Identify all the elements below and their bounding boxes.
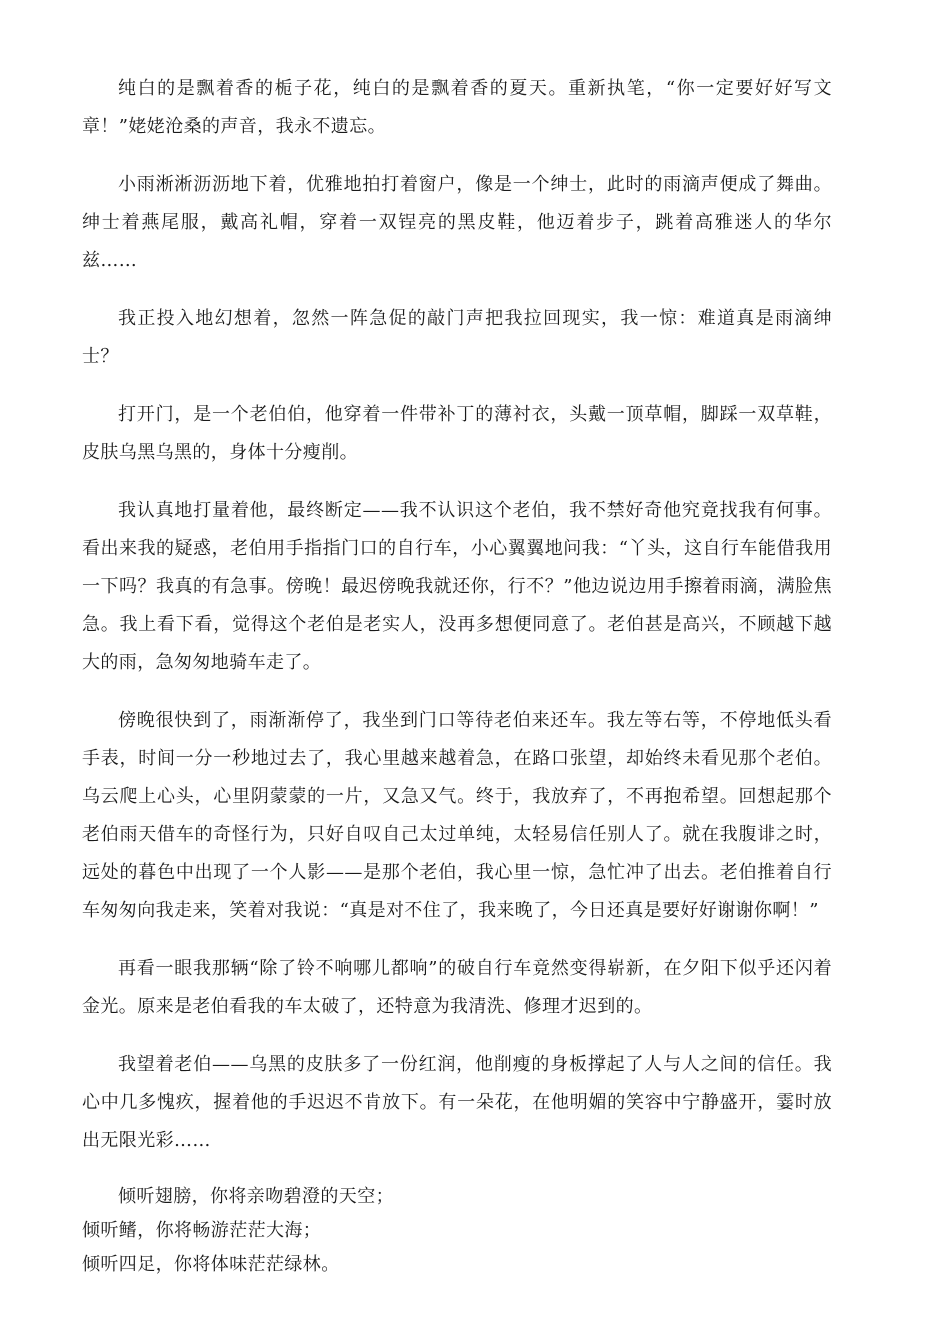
verse-line-1: 倾听翅膀，你将亲吻碧澄的天空；: [118, 1186, 394, 1207]
verse-line-3: 倾听四足，你将体味茫茫绿林。: [82, 1254, 340, 1275]
paragraph-2: 小雨淅淅沥沥地下着，优雅地拍打着窗户，像是一个绅士，此时的雨滴声便成了舞曲。绅士着燕尾服，戴高礼帽，穿着一双锃亮的黑皮鞋，他迈着步子，跳着高雅迷人的华尔兹……: [82, 174, 832, 271]
verse-block: [82, 1180, 832, 1282]
paragraph-4: 打开门，是一个老伯伯，他穿着一件带补丁的薄衬衣，头戴一顶草帽，脚踩一双草鞋，皮肤乌黑乌黑的，身体十分瘦削。: [82, 404, 832, 463]
paragraph-3: 我正投入地幻想着，忽然一阵急促的敲门声把我拉回现实，我一惊：难道真是雨滴绅士？: [82, 308, 832, 367]
verse-line-2: 倾听鳍，你将畅游茫茫大海；: [82, 1220, 322, 1241]
paragraph-8: 我望着老伯——乌黑的皮肤多了一份红润，他削瘦的身板撑起了人与人之间的信任。我心中几多愧疚，握着他的手迟迟不肯放下。有一朵花，在他明媚的笑容中宁静盛开，霎时放出无限光彩……: [82, 1054, 832, 1151]
paragraph-6: 傍晚很快到了，雨渐渐停了，我坐到门口等待老伯来还车。我左等右等，不停地低头看手表，时间一分一秒地过去了，我心里越来越着急，在路口张望，却始终未看见那个老伯。乌云爬上心头，心里阴蒙蒙的一片，又急又气。终于，我放弃了，不再抱希望。回想起那个老伯雨天借车的奇怪行为，只好自叹自己太过单纯，太轻易信任别人了。就在我腹诽之时，远处的暮色中出现了一个人影——是那个老伯，我心里一惊，急忙冲了出去。老伯推着自行车匆匆向我走来，笑着对我说：“真是对不住了，我来晚了，今日还真是要好好谢谢你啊！”: [82, 710, 832, 921]
paragraph-7: 再看一眼我那辆“除了铃不响哪儿都响”的破自行车竟然变得崭新，在夕阳下似乎还闪着金光。原来是老伯看我的车太破了，还特意为我清洗、修理才迟到的。: [82, 958, 832, 1017]
paragraph-1: 纯白的是飘着香的栀子花，纯白的是飘着香的夏天。重新执笔，“你一定要好好写文章！”姥姥沧桑的声音，我永不遗忘。: [82, 78, 832, 137]
paragraph-5: 我认真地打量着他，最终断定——我不认识这个老伯，我不禁好奇他究竟找我有何事。看出来我的疑惑，老伯用手指指门口的自行车，小心翼翼地问我：“丫头，这自行车能借我用一下吗？我真的有急事。傍晚！最迟傍晚我就还你，行不？”他边说边用手擦着雨滴，满脸焦急。我上看下看，觉得这个老伯是老实人，没再多想便同意了。老伯甚是高兴，不顾越下越大的雨，急匆匆地骑车走了。: [82, 500, 832, 673]
